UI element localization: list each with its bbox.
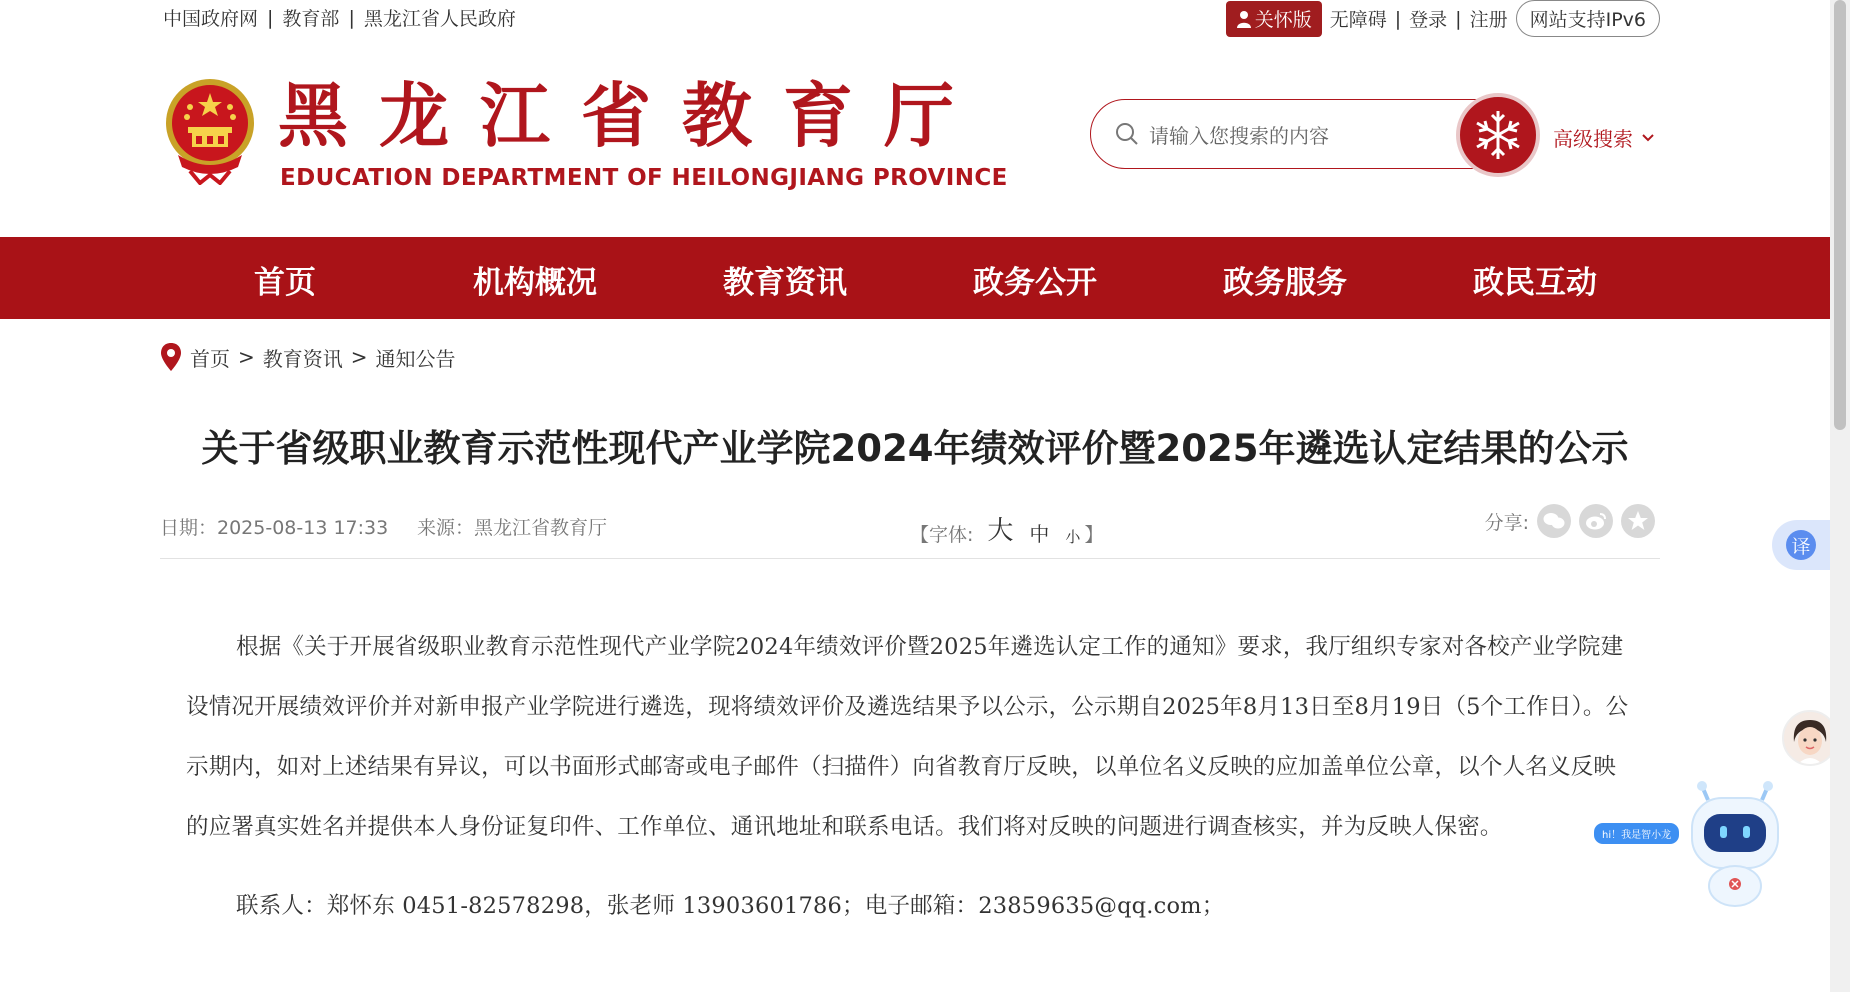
translate-icon: 译 (1786, 530, 1816, 560)
share-bar (1485, 504, 1655, 538)
separator: | (1394, 7, 1402, 30)
nav-item-interaction[interactable]: 政民互动 (1473, 265, 1597, 301)
chevron-down-icon (1641, 133, 1655, 143)
scrollbar-thumb[interactable] (1834, 0, 1846, 430)
article-title: 关于省级职业教育示范性现代产业学院2024年绩效评价暨2025年遴选认定结果的公示 (201, 427, 1629, 470)
link-hlj-gov[interactable]: 黑龙江省人民政府 (363, 8, 516, 30)
font-size-label: 【字体: (910, 524, 974, 546)
advanced-search-link[interactable] (1553, 123, 1655, 152)
login-link[interactable]: 登录 (1409, 9, 1448, 31)
nav-item-news[interactable]: 教育资讯 (723, 257, 847, 302)
breadcrumb-separator: > (350, 345, 368, 369)
search-input[interactable] (1147, 118, 1481, 154)
article-contact: 联系人：郑怀东 0451-82578298，张老师 13903601786；电子邮箱：23859635@qq.com； (236, 893, 1225, 919)
article-date: 日期：2025-08-13 17:33 (160, 517, 389, 539)
meta-divider (160, 558, 1660, 559)
link-moe[interactable]: 教育部 (282, 8, 340, 30)
weibo-share-icon[interactable] (1579, 504, 1613, 538)
favorite-star-icon[interactable] (1621, 504, 1655, 538)
person-icon (1236, 10, 1252, 28)
breadcrumb-home[interactable]: 首页 (190, 346, 230, 371)
location-pin-icon (160, 342, 182, 372)
search-box (1090, 99, 1510, 169)
breadcrumb (160, 342, 456, 372)
separator: | (267, 6, 274, 29)
article-meta (160, 510, 1660, 550)
top-links (163, 4, 516, 31)
top-bar (163, 0, 1660, 36)
snowflake-icon (1470, 107, 1526, 163)
article-source: 来源：黑龙江省教育厅 (417, 517, 608, 539)
font-size-close: 】 (1084, 524, 1104, 546)
separator: | (348, 6, 355, 29)
font-size-large-button[interactable]: 大 (987, 516, 1014, 546)
site-header (160, 75, 1660, 195)
top-right-links (1226, 0, 1660, 37)
search-icon (1115, 122, 1139, 146)
robot-assistant-icon[interactable] (1680, 780, 1790, 910)
nav-item-gov-open[interactable]: 政务公开 (973, 265, 1097, 301)
care-mode-label: 关怀版 (1254, 9, 1312, 31)
wechat-share-icon[interactable] (1537, 504, 1571, 538)
care-mode-button[interactable] (1226, 1, 1322, 37)
search-button[interactable] (1456, 93, 1540, 177)
article-paragraph: 根据《关于开展省级职业教育示范性现代产业学院2024年绩效评价暨2025年遴选认定工作的通知》要求，我厅组织专家对各校产业学院建设情况开展绩效评价并对新申报产业学院进行遴选，现将绩效评价及遴选结果予以公示，公示期自2025年8月13日至8月19日（5个工作日）。公示期内，如对上述结果有异议，可以书面形式邮寄或电子邮件（扫描件）向省教育厅反映，以单位名义反映的应加盖单位公章，以个人名义反映的应署真实姓名并提供本人身份证复印件、工作单位、通讯地址和联系电话。我们将对反映的问题进行调查核实，并为反映人保密。 (186, 634, 1629, 840)
national-emblem-icon[interactable] (160, 75, 260, 185)
advanced-search-label: 高级搜索 (1553, 127, 1633, 151)
site-title-en: EDUCATION DEPARTMENT OF HEILONGJIANG PROVINCE (280, 165, 1008, 191)
accessibility-link[interactable]: 无障碍 (1329, 9, 1387, 31)
article-body (186, 617, 1636, 936)
site-title: 黑龙江省教育厅 (278, 75, 985, 157)
font-size-small-button[interactable]: 小 (1065, 528, 1081, 546)
assistant-bubble[interactable]: hi！我是智小龙 (1594, 823, 1679, 844)
ipv6-badge: 网站支持IPv6 (1516, 0, 1660, 37)
font-size-controls (910, 510, 1103, 547)
nav-item-gov-service[interactable]: 政务服务 (1223, 265, 1347, 301)
separator: | (1455, 7, 1462, 30)
breadcrumb-news[interactable]: 教育资讯 (262, 346, 343, 371)
share-label: 分享: (1484, 511, 1529, 534)
link-gov-cn[interactable]: 中国政府网 (163, 8, 259, 30)
register-link[interactable]: 注册 (1469, 9, 1508, 31)
main-nav (0, 237, 1830, 319)
page-scrollbar[interactable] (1830, 0, 1850, 992)
breadcrumb-notices[interactable]: 通知公告 (375, 346, 456, 371)
nav-item-home[interactable]: 首页 (254, 265, 316, 301)
breadcrumb-separator: > (238, 345, 255, 369)
nav-item-about[interactable]: 机构概况 (473, 265, 597, 301)
font-size-medium-button[interactable]: 中 (1029, 522, 1050, 546)
